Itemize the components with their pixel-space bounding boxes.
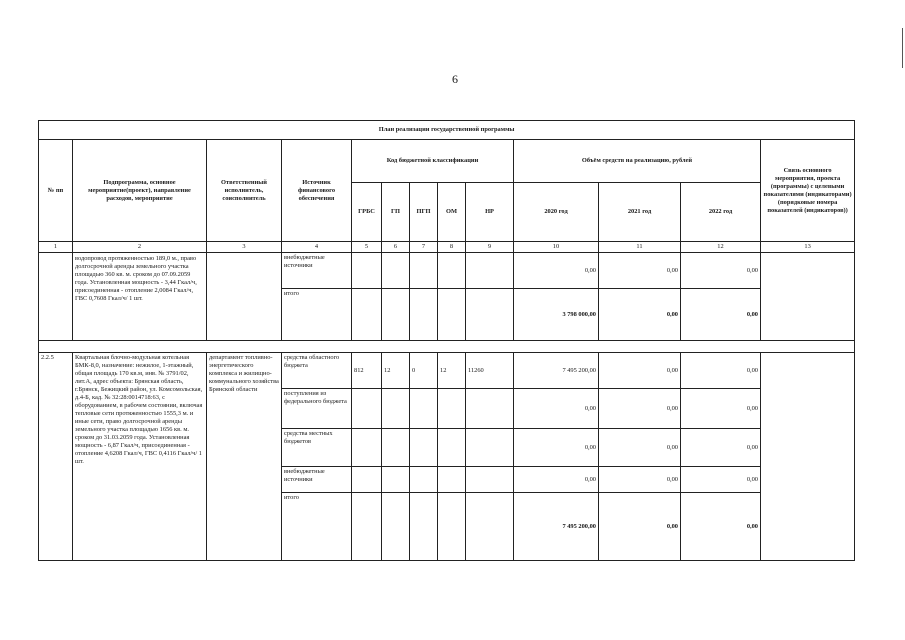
value-2022: 0,00 — [681, 353, 761, 389]
header-2021: 2021 год — [599, 183, 681, 242]
row-link — [761, 253, 855, 341]
header-link: Связь основного мероприятия, проекта (программы) с целевыми показателями (индикаторами) (порядковые номера показателей (индикаторов)) — [761, 140, 855, 242]
value-2021: 0,00 — [599, 289, 681, 341]
col-number: 4 — [282, 242, 352, 253]
row-link — [761, 353, 855, 561]
col-number: 13 — [761, 242, 855, 253]
header-grbs: ГРБС — [352, 183, 382, 242]
value-2021: 0,00 — [599, 353, 681, 389]
row-responsible: департамент топливно-энергетического комплекса и жилищно-коммунального хозяйства Брянской области — [207, 353, 282, 561]
header-budget-code: Код бюджетной классификации — [352, 140, 514, 183]
value-2020: 3 798 000,00 — [514, 289, 599, 341]
code-om: 12 — [438, 353, 466, 389]
table-row — [39, 353, 855, 389]
header-subprogram: Подпрограмма, основное мероприятие(проект), направление расходов, мероприятие — [73, 140, 207, 242]
value-2021: 0,00 — [599, 429, 681, 467]
col-number: 5 — [352, 242, 382, 253]
code-pgp: 0 — [410, 353, 438, 389]
header-om: ОМ — [438, 183, 466, 242]
value-2020: 0,00 — [514, 389, 599, 429]
col-number: 12 — [681, 242, 761, 253]
value-2021: 0,00 — [599, 389, 681, 429]
row-source: средства областного бюджета — [282, 353, 352, 389]
col-number: 6 — [382, 242, 410, 253]
header-gp: ГП — [382, 183, 410, 242]
col-number: 1 — [39, 242, 73, 253]
col-number: 3 — [207, 242, 282, 253]
header-nr: НР — [466, 183, 514, 242]
header-responsible: Ответственный исполнитель, соисполнитель — [207, 140, 282, 242]
col-number: 11 — [599, 242, 681, 253]
table-title: План реализации государственной программы — [39, 121, 855, 140]
col-number: 8 — [438, 242, 466, 253]
value-2021: 0,00 — [599, 493, 681, 561]
row-source: итого — [282, 493, 352, 561]
implementation-plan-table — [38, 120, 855, 561]
value-2022: 0,00 — [681, 493, 761, 561]
value-2020: 0,00 — [514, 253, 599, 289]
value-2022: 0,00 — [681, 289, 761, 341]
col-number: 2 — [73, 242, 207, 253]
row-num — [39, 253, 73, 341]
header-volume: Объём средств на реализацию, рублей — [514, 140, 761, 183]
value-2022: 0,00 — [681, 429, 761, 467]
row-source: внебюджетные источники — [282, 467, 352, 493]
row-num: 2.2.5 — [39, 353, 73, 561]
value-2021: 0,00 — [599, 467, 681, 493]
value-2021: 0,00 — [599, 253, 681, 289]
row-source: итого — [282, 289, 352, 341]
header-2020: 2020 год — [514, 183, 599, 242]
code-gp: 12 — [382, 353, 410, 389]
col-number: 7 — [410, 242, 438, 253]
row-description: водопровод протяженностью 189,0 м., право долгосрочной аренды земельного участка площадью 360 кв. м. сроком до 07.09.2059 года. Установленная мощность - 3,44 Гкал/ч, присоединенная - отопление 2,0084 Гкал/ч, ГВС 0,7608 Гкал/ч/ 1 шт. — [73, 253, 207, 341]
header-source: Источник финансового обеспечения — [282, 140, 352, 242]
row-responsible — [207, 253, 282, 341]
col-number: 9 — [466, 242, 514, 253]
value-2022: 0,00 — [681, 389, 761, 429]
code-nr: 11260 — [466, 353, 514, 389]
row-source: поступления из федерального бюджета — [282, 389, 352, 429]
value-2020: 7 495 200,00 — [514, 493, 599, 561]
value-2020: 7 495 200,00 — [514, 353, 599, 389]
value-2022: 0,00 — [681, 253, 761, 289]
row-description: Квартальная блочно-модульная котельная БМК-8,0, назначение: нежилое, 1-этажный, общая площадь 170 кв.м, инв. № 3791/02, лит.А, адрес объекта: Брянская область, г.Брянск, Бежицкий район, ул. Комсомольская, д.4-Б, кад. № 32:28:0014718:63, с оборудованием, в рабочем состоянии, включая тепловые сети протяженностью 1555,3 м. и иные сети, право долгосрочной аренды земельного участка площадью 1656 кв. м. сроком до 31.03.2059 года. Установленная мощность - 6,87 Гкал/ч, присоединенная - отопление 4,6208 Гкал/ч, ГВС 0,4116 Гкал/ч/ 1 шт. — [73, 353, 207, 561]
page-number: 6 — [452, 72, 458, 86]
value-2022: 0,00 — [681, 467, 761, 493]
value-2020: 0,00 — [514, 467, 599, 493]
value-2020: 0,00 — [514, 429, 599, 467]
row-source: средства местных бюджетов — [282, 429, 352, 467]
code-grbs: 812 — [352, 353, 382, 389]
row-source: внебюджетные источники — [282, 253, 352, 289]
table-row — [39, 253, 855, 289]
col-number: 10 — [514, 242, 599, 253]
header-pgp: ПГП — [410, 183, 438, 242]
scan-edge-mark — [902, 28, 903, 68]
header-num: № пп — [39, 140, 73, 242]
header-2022: 2022 год — [681, 183, 761, 242]
